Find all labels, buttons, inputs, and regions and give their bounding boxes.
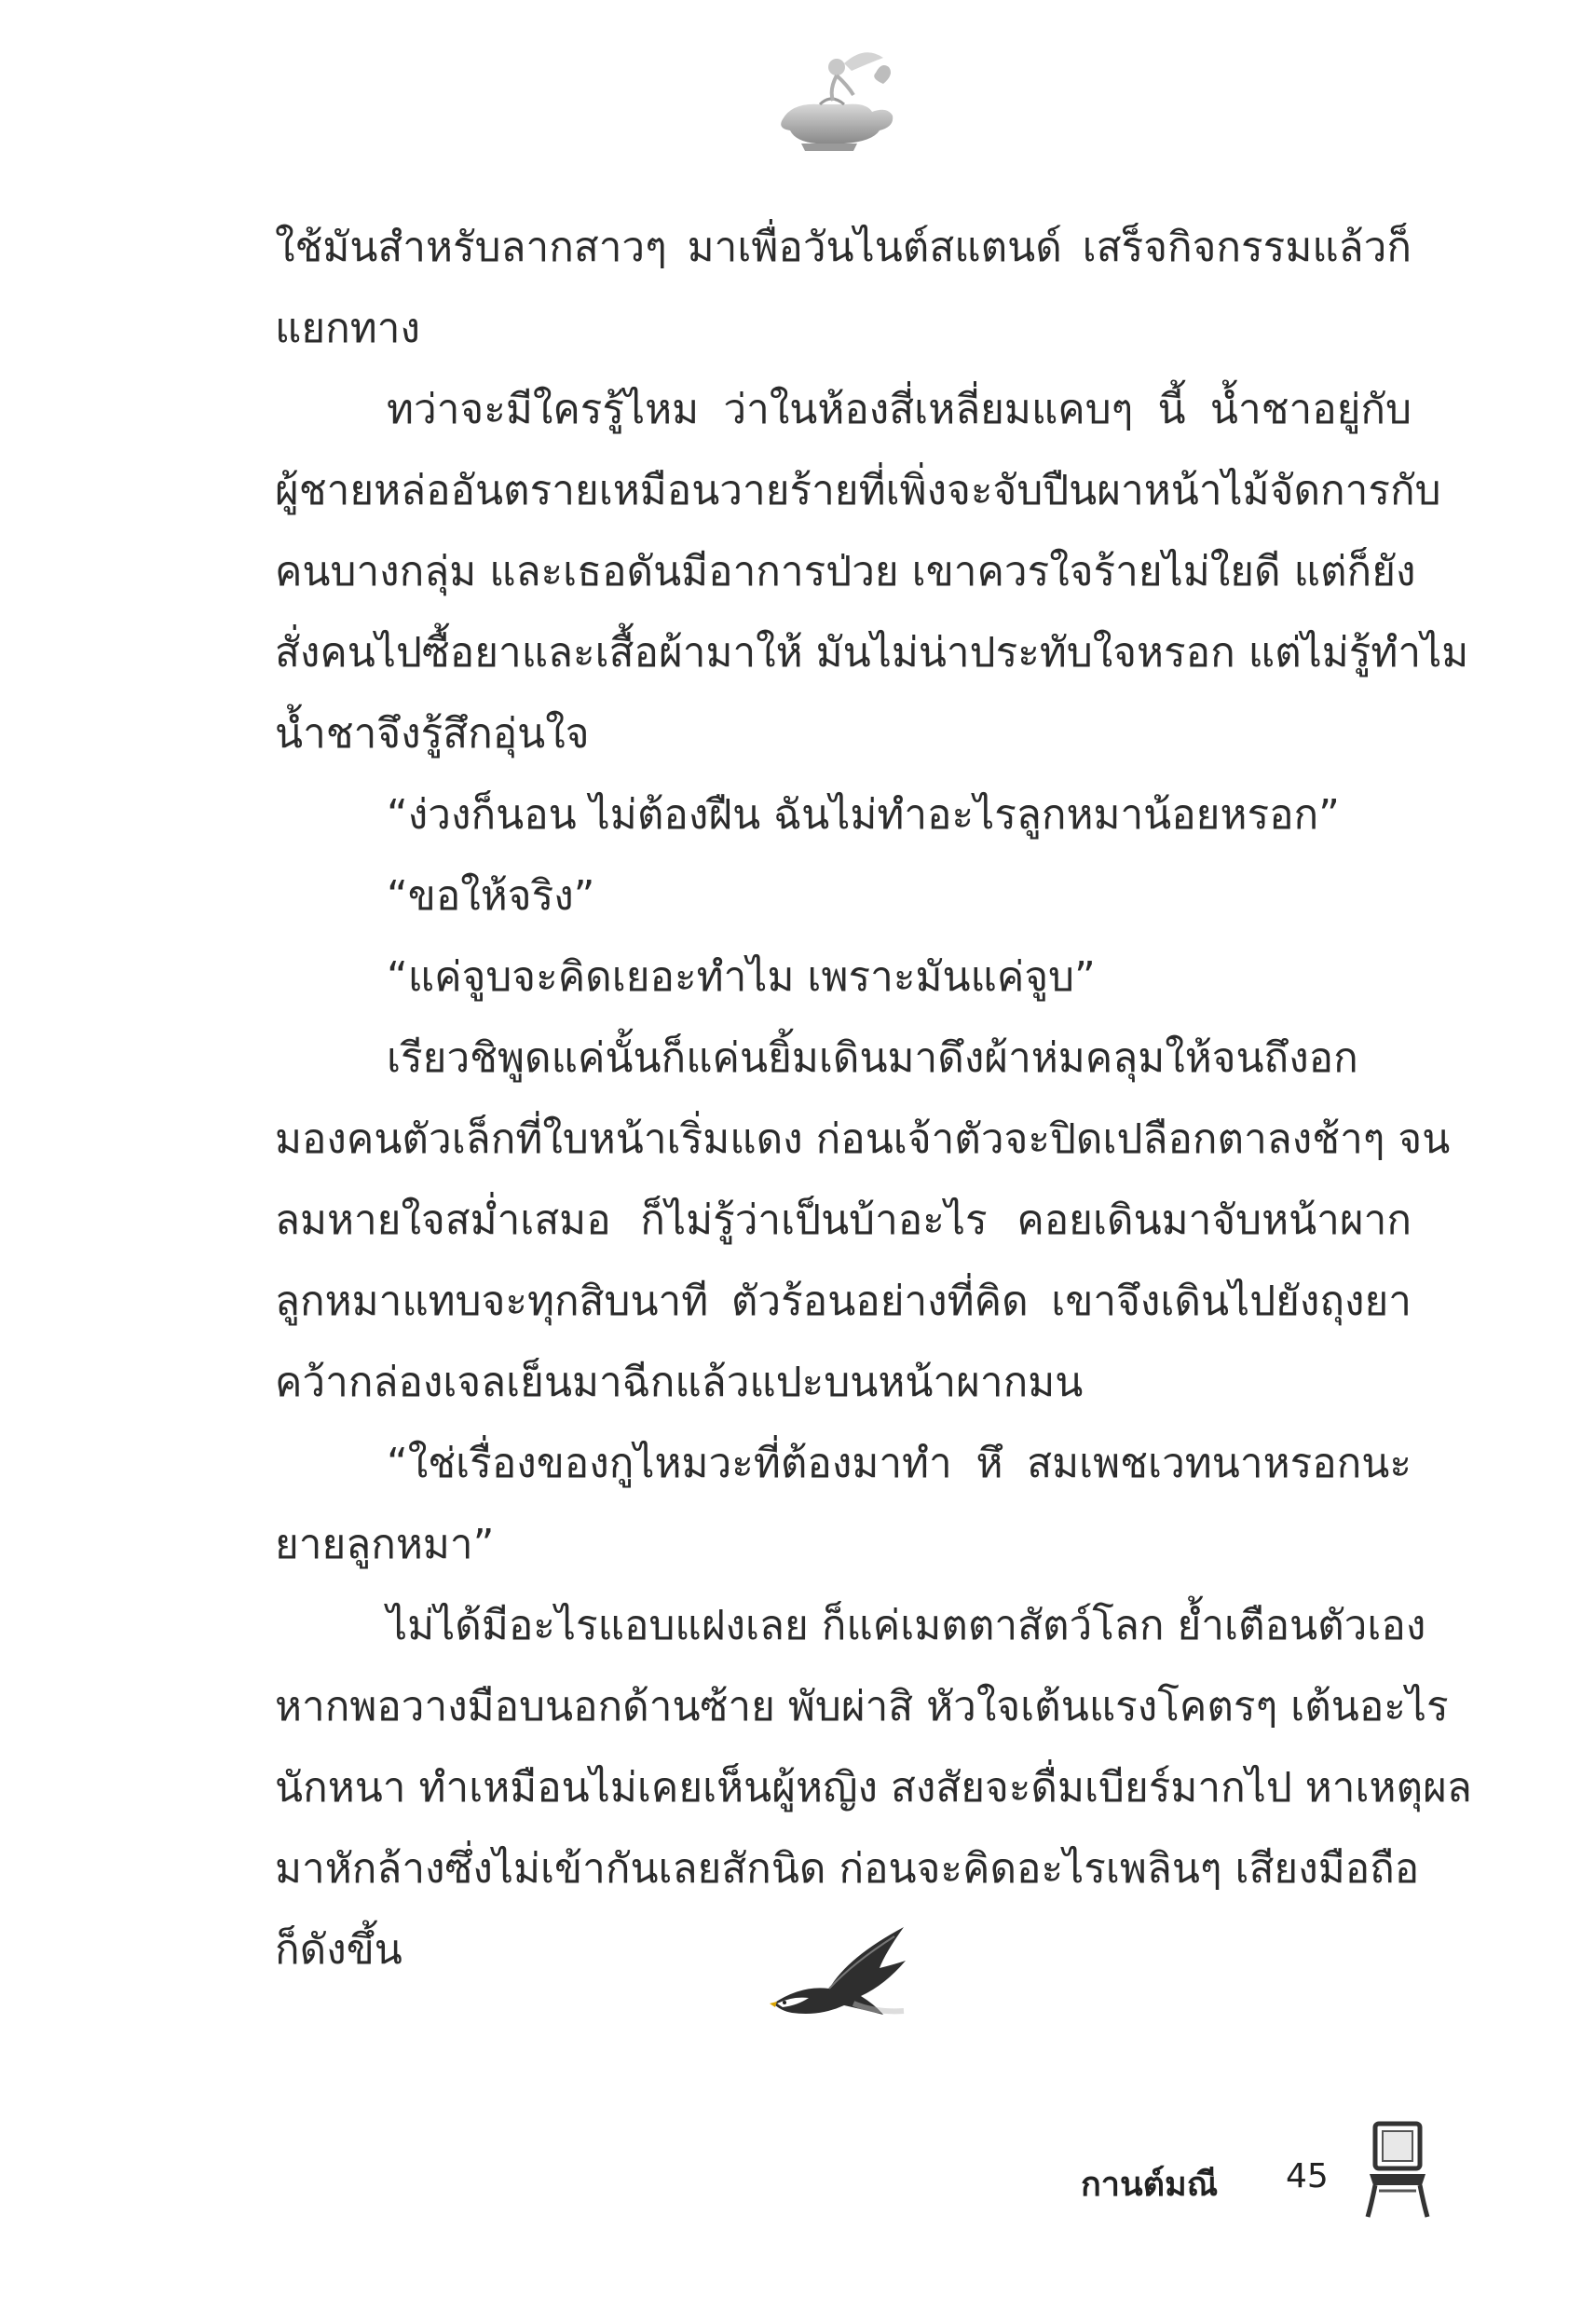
text-line: มาหักล้างซึ่งไม่เข้ากันเลยสักนิด ก่อนจะคิดอะไรเพลินๆ เสียงมือถือ bbox=[275, 1845, 1420, 1893]
text-line: สั่งคนไปซื้อยาและเสื้อผ้ามาให้ มันไม่น่าประทับใจหรอก แต่ไม่รู้ทำไม bbox=[275, 629, 1469, 677]
text-line: ลมหายใจสม่ำเสมอ ก็ไม่รู้ว่าเป็นบ้าอะไร คอยเดินมาจับหน้าผาก bbox=[275, 1197, 1412, 1244]
text-line: แยกทาง bbox=[275, 305, 420, 352]
text-line: ทว่าจะมีใครรู้ไหม ว่าในห้องสี่เหลี่ยมแคบๆ นี้ น้ำชาอยู่กับ bbox=[387, 386, 1412, 433]
eagle-icon bbox=[764, 1920, 922, 2031]
text-line: ผู้ชายหล่ออันตรายเหมือนวายร้ายที่เพิ่งจะจับปืนผาหน้าไม้จัดการกับ bbox=[275, 467, 1441, 514]
text-line: “ง่วงก็นอน ไม่ต้องฝืน ฉันไม่ทำอะไรลูกหมาน้อยหรอก” bbox=[387, 791, 1340, 839]
text-line: คว้ากล่องเจลเย็นมาฉีกแล้วแปะบนหน้าผากมน bbox=[275, 1359, 1084, 1406]
text-line: “ขอให้จริง” bbox=[387, 872, 595, 920]
text-line: หากพอวางมือบนอกด้านซ้าย พับผ่าสิ หัวใจเต้นแรงโคตรๆ เต้นอะไร bbox=[275, 1683, 1449, 1730]
text-line: ใช้มันสำหรับลากสาวๆ มาเพื่อวันไนต์สแตนด์ เสร็จกิจกรรมแล้วก็ bbox=[275, 224, 1412, 271]
text-line: “ใช่เรื่องของกูไหมวะที่ต้องมาทำ หึ สมเพชเวทนาหรอกนะ bbox=[387, 1440, 1412, 1487]
text-line: มองคนตัวเล็กที่ใบหน้าเริ่มแดง ก่อนเจ้าตัวจะปิดเปลือกตาลงช้าๆ จน bbox=[275, 1115, 1451, 1163]
text-line: ก็ดังขึ้น bbox=[275, 1926, 402, 1974]
text-line: ลูกหมาแทบจะทุกสิบนาที ตัวร้อนอย่างที่คิด เขาจึงเดินไปยังถุงยา bbox=[275, 1278, 1412, 1325]
text-line: ยายลูกหมา” bbox=[275, 1521, 495, 1568]
book-title: กานต์มณี bbox=[1081, 2166, 1219, 2204]
text-line: นักหนา ทำเหมือนไม่เคยเห็นผู้หญิง สงสัยจะดื่มเบียร์มากไป หาเหตุผล bbox=[275, 1764, 1472, 1812]
text-line: “แค่จูบจะคิดเยอะทำไม เพราะมันแค่จูบ” bbox=[387, 953, 1096, 1001]
body-text bbox=[275, 207, 1472, 1990]
teapot-fairy-icon bbox=[764, 45, 904, 157]
page-number: 45 bbox=[1286, 2157, 1329, 2195]
text-line: คนบางกลุ่ม และเธอดันมีอาการป่วย เขาควรใจร้ายไม่ใยดี แต่ก็ยัง bbox=[275, 548, 1416, 595]
text-line: เรียวชิพูดแค่นั้นก็แค่นยิ้มเดินมาดึงผ้าห่มคลุมให้จนถึงอก bbox=[387, 1034, 1358, 1082]
text-line: น้ำชาจึงรู้สึกอุ่นใจ bbox=[275, 710, 590, 758]
text-line: ไม่ได้มีอะไรแอบแฝงเลย ก็แค่เมตตาสัตว์โลก ย้ำเตือนตัวเอง bbox=[387, 1602, 1426, 1649]
vanity-table-icon bbox=[1360, 2120, 1435, 2222]
